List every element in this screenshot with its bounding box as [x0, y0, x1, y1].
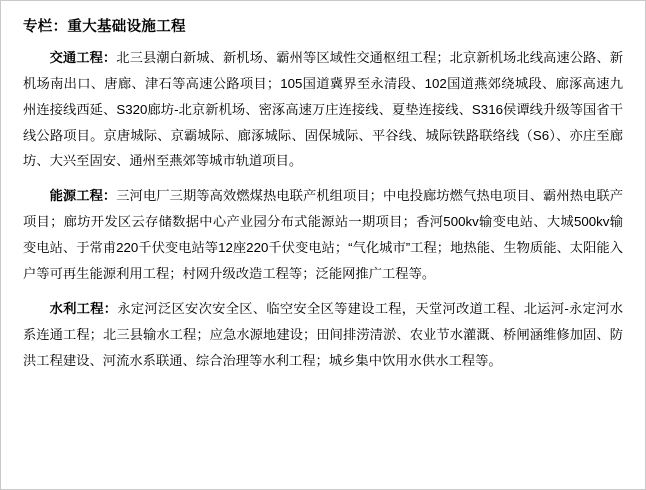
page-title: 专栏：重大基础设施工程 — [23, 19, 186, 35]
paragraph-transport-lead: 交通工程： — [49, 49, 117, 65]
paragraph-water-body: 永定河泛区安次安全区、临空安全区等建设工程，天堂河改道工程、北运河-永定河水系连通工程；北三县输水工程；应急水源地建设；田间排涝清淤、农业节水灌溉、桥闸涵维修加固、防洪工程建设、河流水系联通、综合治理等水利工程；城乡集中饮用水供水工程等。 — [23, 301, 623, 368]
paragraph-transport-body: 北三县潮白新城、新机场、霸州等区域性交通枢纽工程；北京新机场北线高速公路、新机场南出口、唐廊、津石等高速公路项目；105国道冀界至永清段、102国道燕郊绕城段、廊涿高速九州连接线西延、S320廊坊-北京新机场、密涿高速万庄连接线、夏垫连接线、S316侯谭线升级等国省干线公路项目。京唐城际、京霸城际、廊涿城际、固保城际、平谷线、城际铁路联络线（S6）、亦庄至廊坊、大兴至固安、通州至燕郊等城市轨道项目。 — [23, 49, 624, 169]
paragraph-energy-body: 三河电厂三期等高效燃煤热电联产机组项目；中电投廊坊燃气热电项目、霸州热电联产项目；廊坊开发区云存储数据中心产业园分布式能源站一期项目；香河500kv输变电站、大城500kv输变电站、于常甫220千伏变电站等12座220千伏变电站；“气化城市”工程；地热能、生物质能、太阳能入户等可再生能源利用工程；村网升级改造工程等；泛能网推广工程等。 — [23, 188, 624, 282]
paragraph-energy — [23, 183, 623, 287]
paragraph-water-lead: 水利工程： — [49, 301, 118, 317]
paragraph-energy-lead: 能源工程： — [49, 188, 117, 204]
document-body — [1, 1, 645, 384]
paragraph-transport — [23, 45, 623, 175]
paragraph-water — [23, 296, 623, 374]
